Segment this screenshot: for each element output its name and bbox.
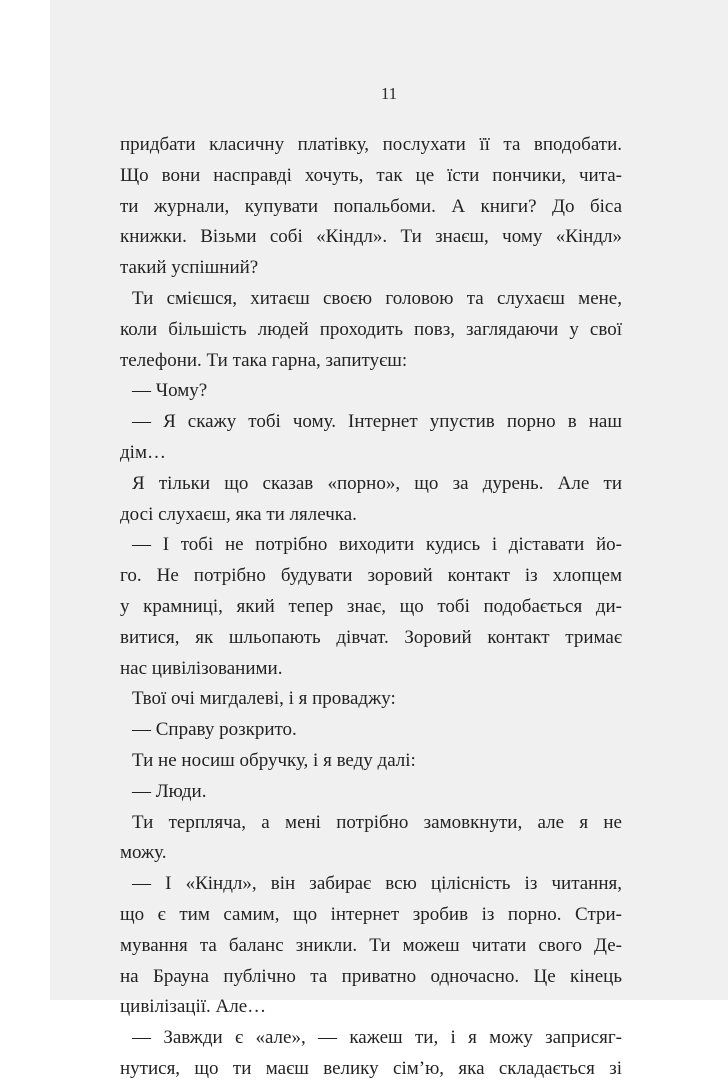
text-line: — І «Кіндл», він забирає всю цілісність із читання,: [132, 873, 622, 895]
text-line: цивілізації. Але…: [120, 996, 267, 1018]
book-page: [50, 0, 728, 1079]
text-line: — Завжди є «але», — кажеш ти, і я можу заприсяг-: [132, 1027, 622, 1049]
text-line: витися, як шльопають дівчат. Зоровий контакт тримає: [120, 626, 622, 648]
text-line: — Справу розкрито.: [132, 719, 297, 741]
text-line: Ти терпляча, а мені потрібно замовкнути, але я не: [132, 811, 622, 833]
body-text: [120, 130, 622, 1085]
text-line: досі слухаєш, яка ти лялечка.: [120, 503, 357, 525]
text-line: Я тільки що сказав «порно», що за дурень. Але ти: [132, 472, 622, 494]
text-line: го. Не потрібно будувати зоровий контакт із хлопцем: [120, 565, 622, 587]
text-line: — Люди.: [132, 780, 207, 802]
text-line: такий успішний?: [120, 257, 259, 279]
text-line: коли більшість людей проходить повз, заглядаючи у свої: [120, 318, 622, 340]
text-line: — І тобі не потрібно виходити кудись і діставати йо-: [132, 534, 622, 556]
text-line: телефони. Ти така гарна, запитуєш:: [120, 349, 408, 371]
text-line: нас цивілізованими.: [120, 657, 283, 679]
text-line: нутися, що ти маєш велику сім’ю, яка складається зі: [120, 1057, 622, 1079]
text-line: Твої очі мигдалеві, і я проваджу:: [132, 688, 396, 710]
text-line: Ти смієшся, хитаєш своєю головою та слухаєш мене,: [132, 287, 622, 309]
text-line: Ти не носиш обручку, і я веду далі:: [132, 749, 416, 771]
text-line: мування та баланс зникли. Ти можеш читати свого Де-: [120, 934, 622, 956]
text-line: — Чому?: [132, 380, 208, 402]
text-line: книжки. Візьми собі «Кіндл». Ти знаєш, чому «Кіндл»: [120, 226, 622, 248]
text-line: ти журнали, купувати попальбоми. А книги? До біса: [120, 195, 622, 217]
text-line: — Я скажу тобі чому. Інтернет упустив порно в наш: [132, 411, 622, 433]
text-line: можу.: [120, 842, 167, 864]
text-line: на Брауна публічно та приватно одночасно. Це кінець: [120, 965, 622, 987]
text-line: придбати класичну платівку, послухати її та вподобати.: [120, 134, 622, 155]
text-line: Що вони насправді хочуть, так це їсти пончики, чита-: [120, 164, 622, 186]
page-number: 11: [380, 84, 398, 103]
text-line: у крамниці, який тепер знає, що тобі подобається ди-: [120, 595, 622, 617]
text-line: що є тим самим, що інтернет зробив із порно. Стри-: [120, 903, 622, 925]
text-line: дім…: [120, 441, 166, 463]
